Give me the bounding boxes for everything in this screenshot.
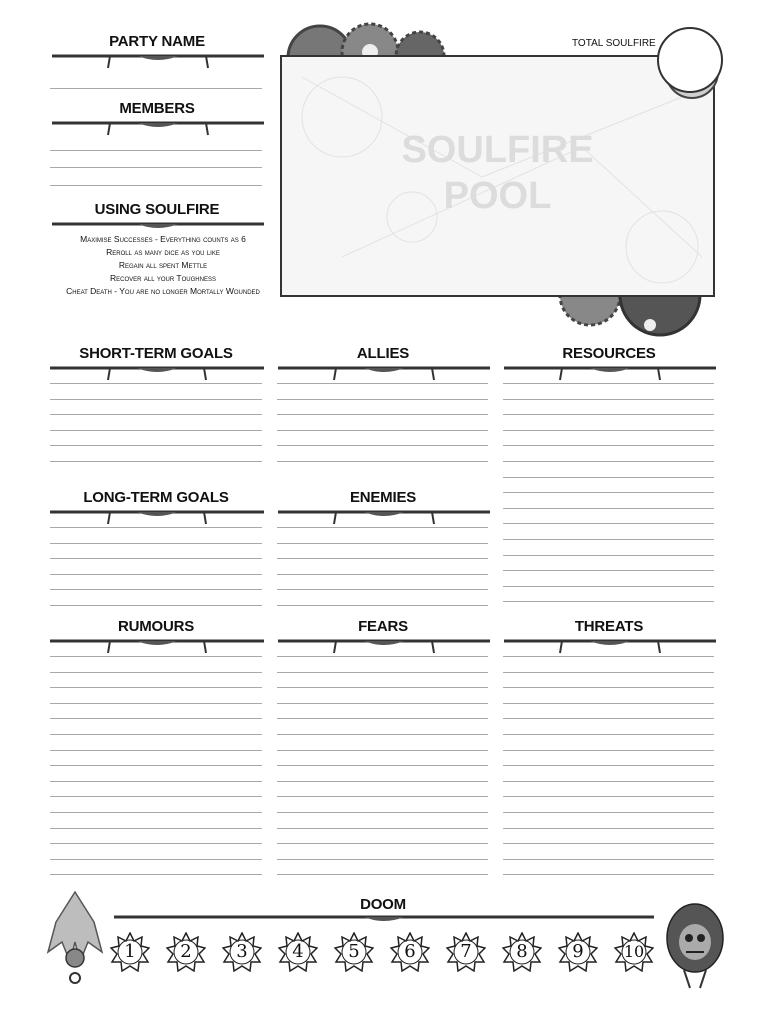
rumour-line[interactable] (50, 703, 262, 704)
resources-banner (502, 362, 718, 384)
winged-skull-icon (42, 882, 108, 986)
resource-line[interactable] (503, 523, 714, 524)
resource-line[interactable] (503, 555, 714, 556)
threats-lines (503, 656, 714, 881)
threat-line[interactable] (503, 828, 714, 829)
doom-step-5[interactable]: 5 (348, 941, 360, 962)
gears-bottom-decoration (520, 295, 716, 341)
pool-title-line1: SOULFIRE (401, 129, 594, 171)
short-term-goals-banner (48, 362, 266, 384)
party-name-title: PARTY NAME (109, 33, 205, 50)
fear-line[interactable] (277, 874, 488, 875)
goal-line[interactable] (50, 543, 262, 544)
resource-line[interactable] (503, 430, 714, 431)
resource-line[interactable] (503, 508, 714, 509)
doom-step-3[interactable]: 3 (236, 941, 248, 962)
fear-line[interactable] (277, 672, 488, 673)
ally-line[interactable] (277, 430, 488, 431)
doom-step-7[interactable]: 7 (460, 941, 472, 962)
threat-line[interactable] (503, 703, 714, 704)
rumour-line[interactable] (50, 812, 262, 813)
soulfire-pool-title (282, 127, 713, 219)
fears-title: FEARS (358, 618, 408, 635)
resources-title: RESOURCES (562, 345, 656, 362)
resource-line[interactable] (503, 601, 714, 602)
fears-banner (276, 635, 492, 657)
fear-line[interactable] (277, 656, 488, 657)
allies-lines (277, 383, 488, 463)
soulfire-rule: Reroll as many dice as you like (106, 247, 220, 257)
fear-line[interactable] (277, 843, 488, 844)
fear-line[interactable] (277, 750, 488, 751)
threats-title: THREATS (574, 618, 644, 635)
ally-line[interactable] (277, 399, 488, 400)
rumour-line[interactable] (50, 750, 262, 751)
threat-line[interactable] (503, 874, 714, 875)
doom-banner (112, 912, 656, 932)
doom-title: DOOM (360, 896, 406, 913)
doom-step-10[interactable]: 10 (623, 942, 645, 961)
chaos-skull-icon (664, 898, 726, 990)
enemy-line[interactable] (277, 543, 488, 544)
resource-line[interactable] (503, 570, 714, 571)
goal-line[interactable] (50, 399, 262, 400)
total-soulfire-label: TOTAL SOULFIRE (572, 38, 656, 49)
soulfire-rule: Cheat Death - You are no longer Mortally Wounded (66, 286, 260, 296)
ally-line[interactable] (277, 445, 488, 446)
doom-step-1[interactable]: 1 (124, 941, 136, 962)
members-line[interactable] (50, 185, 262, 186)
doom-step-6[interactable]: 6 (404, 941, 416, 962)
rumour-line[interactable] (50, 687, 262, 688)
fear-line[interactable] (277, 734, 488, 735)
resource-line[interactable] (503, 383, 714, 384)
fear-line[interactable] (277, 812, 488, 813)
soulfire-pool-box[interactable] (280, 55, 715, 297)
goal-line[interactable] (50, 589, 262, 590)
short-term-goals-title: SHORT-TERM GOALS (79, 345, 233, 362)
fear-line[interactable] (277, 703, 488, 704)
doom-step-2[interactable]: 2 (180, 941, 192, 962)
doom-step-8[interactable]: 8 (516, 941, 528, 962)
enemy-line[interactable] (277, 574, 488, 575)
resource-line[interactable] (503, 461, 714, 462)
ally-line[interactable] (277, 414, 488, 415)
fear-line[interactable] (277, 718, 488, 719)
goal-line[interactable] (50, 605, 262, 606)
enemies-title: ENEMIES (349, 489, 417, 506)
resource-line[interactable] (503, 586, 714, 587)
threat-line[interactable] (503, 687, 714, 688)
rumours-banner (48, 635, 266, 657)
members-title: MEMBERS (119, 100, 195, 117)
resource-line[interactable] (503, 477, 714, 478)
pool-title-line2: POOL (443, 175, 552, 217)
threat-line[interactable] (503, 781, 714, 782)
fears-lines (277, 656, 488, 881)
fear-line[interactable] (277, 765, 488, 766)
resource-line[interactable] (503, 492, 714, 493)
fear-line[interactable] (277, 828, 488, 829)
members-line[interactable] (50, 167, 262, 168)
ally-line[interactable] (277, 383, 488, 384)
enemies-lines (277, 527, 488, 607)
allies-banner (276, 362, 492, 384)
rumour-line[interactable] (50, 765, 262, 766)
members-line[interactable] (50, 150, 262, 151)
short-term-goals-lines (50, 383, 262, 463)
threat-line[interactable] (503, 859, 714, 860)
long-term-goals-banner (48, 506, 266, 528)
threat-line[interactable] (503, 812, 714, 813)
resources-lines (503, 383, 714, 608)
allies-title: ALLIES (356, 345, 410, 362)
rumour-line[interactable] (50, 874, 262, 875)
party-name-banner (50, 50, 266, 72)
enemy-line[interactable] (277, 558, 488, 559)
long-term-goals-lines (50, 527, 262, 607)
goal-line[interactable] (50, 414, 262, 415)
goal-line[interactable] (50, 527, 262, 528)
total-soulfire-circle[interactable] (652, 14, 726, 102)
soulfire-rule: Regain all spent Mettle (118, 260, 208, 270)
threat-line[interactable] (503, 796, 714, 797)
goal-line[interactable] (50, 430, 262, 431)
enemy-line[interactable] (277, 605, 488, 606)
ally-line[interactable] (277, 461, 488, 462)
rumour-line[interactable] (50, 718, 262, 719)
long-term-goals-title: LONG-TERM GOALS (83, 489, 229, 506)
enemies-banner (276, 506, 492, 528)
goal-line[interactable] (50, 383, 262, 384)
doom-track (110, 930, 658, 974)
rumour-line[interactable] (50, 796, 262, 797)
rumour-line[interactable] (50, 828, 262, 829)
enemy-line[interactable] (277, 527, 488, 528)
rumour-line[interactable] (50, 672, 262, 673)
resource-line[interactable] (503, 445, 714, 446)
threat-line[interactable] (503, 734, 714, 735)
threat-line[interactable] (503, 672, 714, 673)
rumour-line[interactable] (50, 781, 262, 782)
soulfire-rule: Maximise Successes - Everything counts as 6 (80, 234, 246, 244)
fear-line[interactable] (277, 781, 488, 782)
rumour-line[interactable] (50, 843, 262, 844)
rumour-line[interactable] (50, 734, 262, 735)
resource-line[interactable] (503, 399, 714, 400)
members-banner (50, 117, 266, 139)
goal-line[interactable] (50, 574, 262, 575)
goal-line[interactable] (50, 461, 262, 462)
threat-line[interactable] (503, 718, 714, 719)
rumours-title: RUMOURS (117, 618, 195, 635)
threat-line[interactable] (503, 750, 714, 751)
rumour-line[interactable] (50, 859, 262, 860)
resource-line[interactable] (503, 414, 714, 415)
party-name-line[interactable] (50, 88, 262, 89)
fear-line[interactable] (277, 796, 488, 797)
fear-line[interactable] (277, 687, 488, 688)
using-soulfire-title: USING SOULFIRE (94, 201, 220, 218)
goal-line[interactable] (50, 445, 262, 446)
doom-step-9[interactable]: 9 (572, 941, 584, 962)
threat-line[interactable] (503, 765, 714, 766)
goal-line[interactable] (50, 558, 262, 559)
gears-top-decoration (280, 12, 460, 58)
resource-line[interactable] (503, 539, 714, 540)
rumours-lines (50, 656, 262, 881)
doom-step-4[interactable]: 4 (292, 941, 304, 962)
threats-banner (502, 635, 718, 657)
fear-line[interactable] (277, 859, 488, 860)
rumour-line[interactable] (50, 656, 262, 657)
enemy-line[interactable] (277, 589, 488, 590)
threat-line[interactable] (503, 656, 714, 657)
soulfire-rule: Recover all your Toughness (110, 273, 216, 283)
threat-line[interactable] (503, 843, 714, 844)
